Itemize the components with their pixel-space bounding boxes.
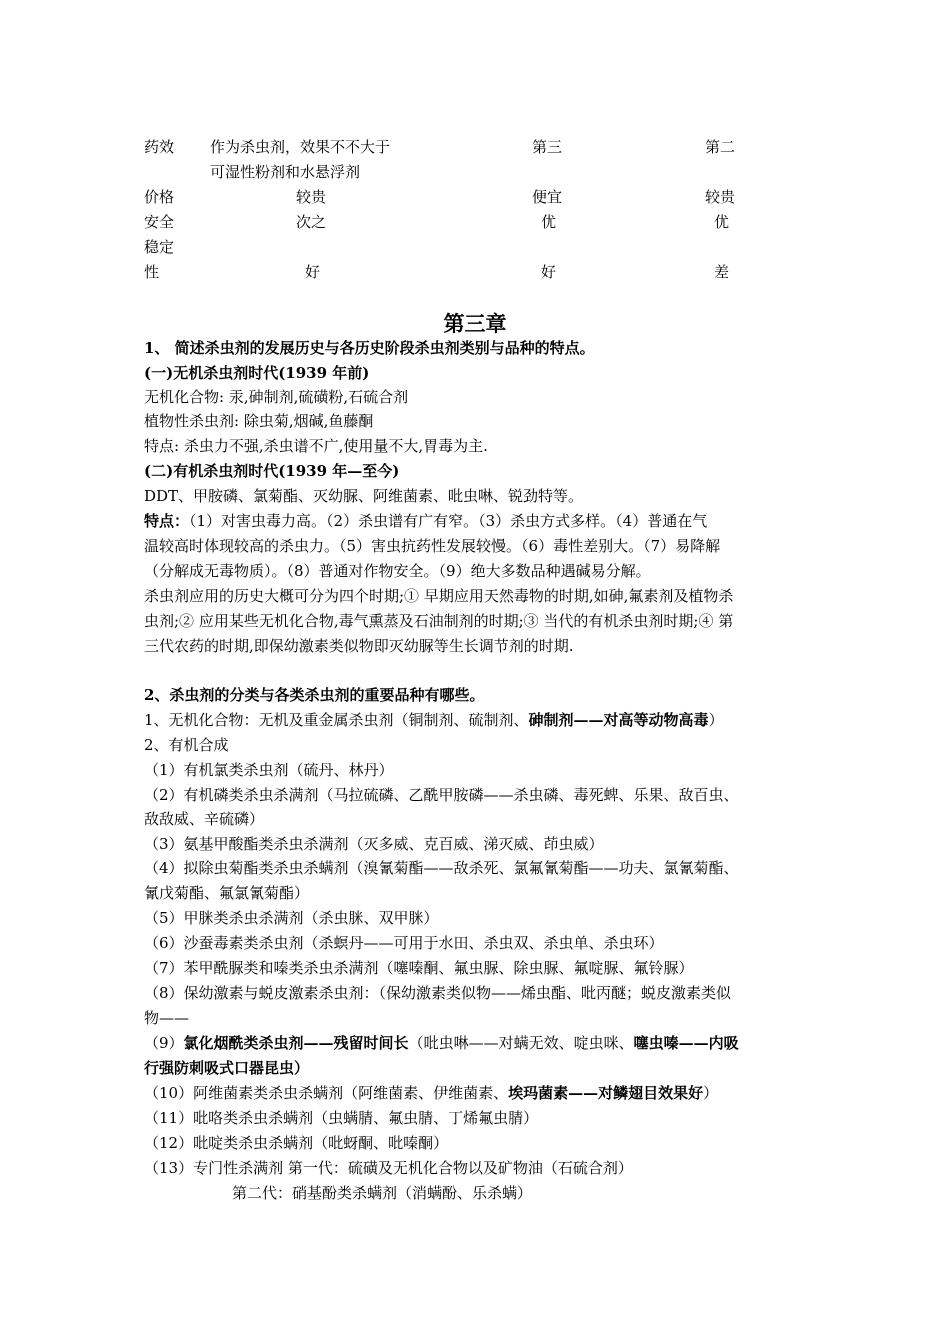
table-row-label: 药效 [144, 138, 175, 156]
table-cell: 作为杀虫剂，效果不不大于 [210, 138, 391, 156]
chapter-title: 第三章 [443, 311, 507, 336]
paragraph-line [144, 709, 724, 731]
paragraph-line: 行强防刺吸式口器昆虫） [144, 1059, 310, 1077]
paragraph-line [144, 510, 707, 532]
table-row-label: 稳定 [144, 238, 175, 256]
paragraph-line: 特点: 杀虫力不强,杀虫谱不广,使用量不大,胃毒为主. [144, 437, 488, 455]
paragraph-line: 2、有机合成 [144, 736, 229, 754]
paragraph-line: 第二代：硝基酚类杀螨剂（消螨酚、乐杀螨） [232, 1184, 533, 1202]
sub-heading: (一)无机杀虫剂时代(1939 年前) [144, 364, 370, 382]
paragraph-line: （5）甲脒类杀虫杀满剂（杀虫脒、双甲脒） [144, 909, 439, 927]
paragraph-line: （12）吡啶类杀虫杀螨剂（吡蚜酮、吡嗪酮） [144, 1134, 449, 1152]
text: （9） [144, 1034, 184, 1052]
table-row-label: 安全 [144, 213, 175, 231]
table-cell: 优 [541, 213, 557, 231]
paragraph-line: （3）氨基甲酸酯类杀虫杀满剂（灭多威、克百威、涕灭威、茚虫威） [144, 835, 604, 853]
paragraph-line: 植物性杀虫剂: 除虫菊,烟碱,鱼藤酮 [144, 412, 374, 430]
paragraph-line: 物—— [144, 1009, 190, 1027]
label-bold: 特点： [144, 512, 190, 530]
paragraph-line [144, 1032, 739, 1054]
text-bold: 砷制剂——对高等动物高毒 [528, 711, 709, 729]
question-heading: 2、杀虫剂的分类与各类杀虫剂的重要品种有哪些。 [144, 686, 485, 704]
table-cell: 次之 [296, 213, 327, 231]
paragraph-line: 敌敌威、辛硫磷） [144, 810, 265, 828]
paragraph-line: 氰戊菊酯、氟氯氰菊酯） [144, 884, 310, 902]
paragraph-line: （11）吡咯类杀虫杀螨剂（虫螨腈、氟虫腈、丁烯氟虫腈） [144, 1109, 539, 1127]
table-cell: 差 [714, 263, 730, 281]
table-cell: 较贵 [705, 188, 736, 206]
table-cell: 可湿性粉剂和水悬浮剂 [210, 163, 361, 181]
paragraph-line: DDT、甲胺磷、氯菊酯、灭幼脲、阿维菌素、吡虫啉、锐劲特等。 [144, 487, 584, 505]
table-cell: 第二 [705, 138, 736, 156]
text-bold: 氯化烟酰类杀虫剂——残留时间长 [183, 1034, 409, 1052]
paragraph-line: 杀虫剂应用的历史大概可分为四个时期;① 早期应用天然毒物的时期,如砷,氟素剂及植物杀 [144, 587, 734, 605]
paragraph-line: （2）有机磷类杀虫杀满剂（马拉硫磷、乙酰甲胺磷——杀虫磷、毒死蜱、乐果、敌百虫、 [144, 786, 739, 804]
text: （吡虫啉——对螨无效、啶虫咪、 [408, 1034, 634, 1052]
sub-heading: (二)有机杀虫剂时代(1939 年—至今) [144, 462, 400, 480]
table-cell: 较贵 [296, 188, 327, 206]
table-cell: 好 [305, 263, 321, 281]
paragraph-line: （1）有机氯类杀虫剂（硫丹、林丹） [144, 761, 394, 779]
question-heading: 1、 简述杀虫剂的发展历史与各历史阶段杀虫剂类别与品种的特点。 [144, 339, 595, 357]
paragraph-line: 温较高时体现较高的杀虫力。（5）害虫抗药性发展较慢。（6）毒性差别大。（7）易降解 [144, 537, 721, 555]
text: 1、无机化合物：无机及重金属杀虫剂（铜制剂、硫制剂、 [144, 711, 529, 729]
table-row-label: 价格 [144, 188, 175, 206]
paragraph-line: 无机化合物: 汞,砷制剂,硫磺粉,石硫合剂 [144, 388, 409, 406]
paragraph-line: 三代农药的时期,即保幼激素类似物即灭幼脲等生长调节剂的时期. [144, 637, 574, 655]
text: ） [708, 711, 724, 729]
paragraph-line: 虫剂;② 应用某些无机化合物,毒气熏蒸及石油制剂的时期;③ 当代的有机杀虫剂时期;④ 第 [144, 612, 734, 630]
table-row-label: 性 [144, 263, 160, 281]
text: ） [703, 1084, 719, 1102]
table-cell: 第三 [532, 138, 563, 156]
table-cell: 便宜 [532, 188, 563, 206]
table-cell: 好 [541, 263, 557, 281]
paragraph-line: （8）保幼激素与蜕皮激素杀虫剂：（保幼激素类似物——烯虫酯、吡丙醚；蜕皮激素类似 [144, 984, 732, 1002]
paragraph-line: （分解成无毒物质）。（8）普通对作物安全。（9）绝大多数品种遇碱易分解。 [144, 562, 651, 580]
table-cell: 优 [714, 213, 730, 231]
text-bold: 埃玛菌素——对鳞翅目效果好 [508, 1084, 704, 1102]
text-bold: 噻虫嗪——内吸 [633, 1034, 739, 1052]
paragraph-line: （13）专门性杀满剂 第一代：硫磺及无机化合物以及矿物油（石硫合剂） [144, 1159, 633, 1177]
text: （1）对害虫毒力高。（2）杀虫谱有广有窄。（3）杀虫方式多样。（4）普通在气 [189, 512, 708, 530]
paragraph-line: （7）苯甲酰脲类和嗪类杀虫杀满剂（噻嗪酮、氟虫脲、除虫脲、氟啶脲、氟铃脲） [144, 959, 694, 977]
paragraph-line: （6）沙蚕毒素类杀虫剂（杀螟丹——可用于水田、杀虫双、杀虫单、杀虫环） [144, 934, 664, 952]
paragraph-line [144, 1082, 718, 1104]
text: （10）阿维菌素类杀虫杀螨剂（阿维菌素、伊维菌素、 [144, 1084, 509, 1102]
paragraph-line: （4）拟除虫菊酯类杀虫杀螨剂（溴氰菊酯——敌杀死、氯氟氰菊酯——功夫、氯氰菊酯、 [144, 859, 739, 877]
